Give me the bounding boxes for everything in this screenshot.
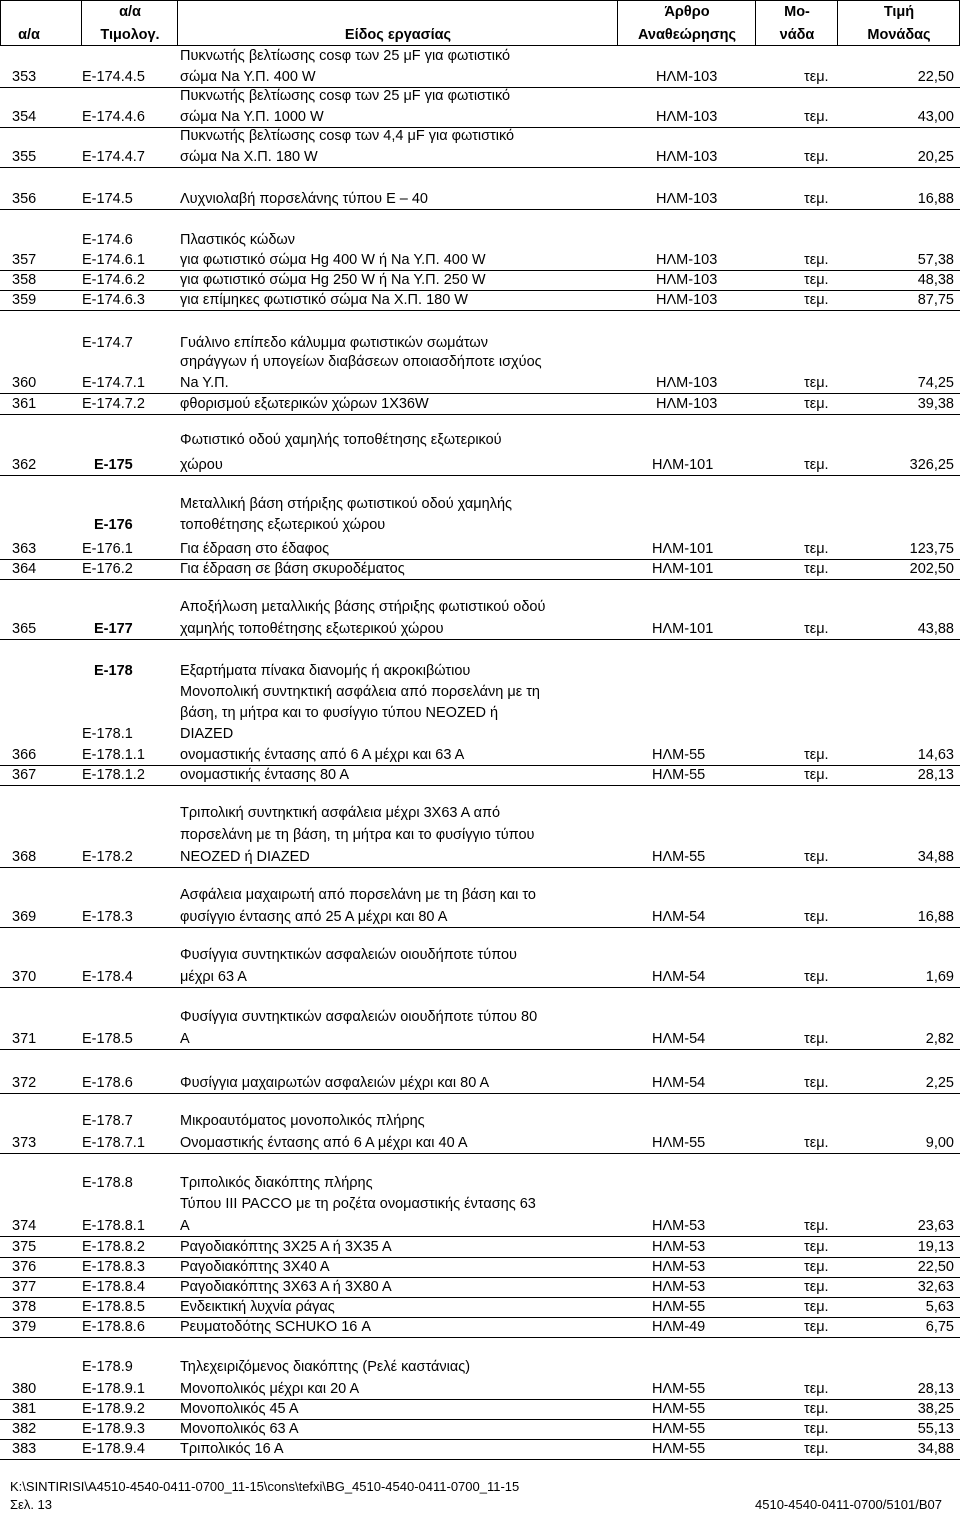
- row-price: 23,63: [917, 1218, 954, 1234]
- row-price: 14,63: [917, 747, 954, 763]
- row-price: 19,13: [917, 1239, 954, 1255]
- footer-doc-code: 4510-4540-0411-0700/5101/B07: [755, 1497, 942, 1512]
- row-code: Ε-178.8.2: [82, 1239, 145, 1255]
- row-description-line: Για έδραση σε βάση σκυροδέματος: [180, 561, 405, 577]
- row-description-line: Ονομαστικής έντασης από 6 Α μέχρι και 40 Α: [180, 1135, 468, 1151]
- row-aa: 374: [12, 1218, 37, 1234]
- row-article: ΗΛΜ-55: [652, 1441, 706, 1457]
- row-unit: τεμ.: [804, 1401, 829, 1417]
- header-article: Αναθεώρησης: [637, 27, 737, 43]
- row-description-line: χώρου: [180, 457, 223, 473]
- row-description-line: Τριπολικός 16 Α: [180, 1441, 284, 1457]
- row-code: Ε-177: [94, 621, 133, 637]
- row-rule: [0, 1049, 960, 1050]
- row-rule: [0, 987, 960, 988]
- row-description-line: Για έδραση στο έδαφος: [180, 541, 330, 557]
- row-rule: [0, 785, 960, 786]
- row-article: ΗΛΜ-103: [656, 109, 718, 125]
- row-code: Ε-174.4.5: [82, 69, 145, 85]
- row-article: ΗΛΜ-54: [652, 1075, 706, 1091]
- row-code: Ε-174.4.7: [82, 149, 145, 165]
- row-rule: [0, 1236, 960, 1237]
- row-description-line: Τηλεχειριζόμενος διακόπτης (Ρελέ καστάνιας): [180, 1359, 471, 1375]
- row-description-line: φθορισμού εξωτερικών χώρων 1Χ36W: [180, 396, 429, 412]
- header-divider-article: [755, 0, 756, 46]
- header-left-border: [0, 0, 1, 46]
- row-code: Ε-178.8.1: [82, 1218, 145, 1234]
- row-aa: 381: [12, 1401, 37, 1417]
- row-price: 1,69: [925, 969, 954, 985]
- row-aa: 368: [12, 849, 37, 865]
- row-unit: τεμ.: [804, 272, 829, 288]
- row-unit: τεμ.: [804, 252, 829, 268]
- row-description-line: πορσελάνη με τη βάση, τη μήτρα και το φυσίγγιο τύπου: [180, 827, 535, 843]
- row-article: ΗΛΜ-103: [656, 149, 718, 165]
- row-price: 6,75: [925, 1319, 954, 1335]
- row-code: Ε-175: [94, 457, 133, 473]
- row-code: Ε-178: [94, 663, 133, 679]
- row-price: 22,50: [917, 1259, 954, 1275]
- row-description-line: Πλαστικός κώδων: [180, 232, 295, 248]
- row-code: Ε-178.9.2: [82, 1401, 145, 1417]
- row-code: Ε-178.9.3: [82, 1421, 145, 1437]
- row-rule: [0, 1459, 960, 1460]
- row-article: ΗΛΜ-55: [652, 1381, 706, 1397]
- row-description-line: σώμα Na Χ.Π. 180 W: [180, 149, 318, 165]
- row-description-line: τοποθέτησης εξωτερικού χώρου: [180, 517, 386, 533]
- header-work-type: Είδος εργασίας: [344, 27, 452, 43]
- row-unit: τεμ.: [804, 457, 829, 473]
- row-description-line: σηράγγων ή υπογείων διαβάσεων οποιασδήποτε ισχύος: [180, 354, 542, 370]
- row-article: ΗΛΜ-101: [652, 621, 714, 637]
- row-price: 87,75: [917, 292, 954, 308]
- row-rule: [0, 1337, 960, 1338]
- row-rule: [0, 475, 960, 476]
- row-aa: 361: [12, 396, 37, 412]
- row-aa: 371: [12, 1031, 37, 1047]
- row-unit: τεμ.: [804, 191, 829, 207]
- row-price: 5,63: [925, 1299, 954, 1315]
- row-description-line: Ρευματοδότης SCHUKO 16 Α: [180, 1319, 372, 1335]
- row-price: 43,00: [917, 109, 954, 125]
- row-description-line: Τριπολική συντηκτική ασφάλεια μέχρι 3Χ63 Α από: [180, 805, 501, 821]
- row-description-line: Α: [180, 1218, 190, 1234]
- row-unit: τεμ.: [804, 375, 829, 391]
- row-code: Ε-178.7.1: [82, 1135, 145, 1151]
- row-aa: 366: [12, 747, 37, 763]
- row-unit: τεμ.: [804, 396, 829, 412]
- row-aa: 365: [12, 621, 37, 637]
- row-description-line: Φωτιστικό οδού χαμηλής τοποθέτησης εξωτερικού: [180, 432, 502, 448]
- row-article: ΗΛΜ-103: [656, 252, 718, 268]
- row-rule: [0, 867, 960, 868]
- row-unit: τεμ.: [804, 149, 829, 165]
- row-aa: 379: [12, 1319, 37, 1335]
- row-unit: τεμ.: [804, 1319, 829, 1335]
- row-article: ΗΛΜ-103: [656, 191, 718, 207]
- row-description-line: Αποξήλωση μεταλλικής βάσης στήριξης φωτιστικού οδού: [180, 599, 546, 615]
- row-code: Ε-174.7: [82, 335, 133, 351]
- row-code: Ε-178.4: [82, 969, 133, 985]
- row-unit: τεμ.: [804, 1218, 829, 1234]
- row-rule: [0, 927, 960, 928]
- row-article: ΗΛΜ-53: [652, 1279, 706, 1295]
- row-unit: τεμ.: [804, 109, 829, 125]
- row-aa: 363: [12, 541, 37, 557]
- row-aa: 353: [12, 69, 37, 85]
- row-article: ΗΛΜ-55: [652, 1421, 706, 1437]
- row-description-line: βάση, τη μήτρα και το φυσίγγιο τύπου NEOZED ή: [180, 705, 499, 721]
- row-price: 16,88: [917, 909, 954, 925]
- row-code: Ε-178.6: [82, 1075, 133, 1091]
- row-description-line: Μονοπολικός 45 Α: [180, 1401, 299, 1417]
- header-price: Μονάδας: [867, 27, 931, 43]
- row-code: Ε-178.1.1: [82, 747, 145, 763]
- row-article: ΗΛΜ-103: [656, 69, 718, 85]
- row-description-line: ονομαστικής έντασης 80 Α: [180, 767, 350, 783]
- row-aa: 358: [12, 272, 37, 288]
- row-description-line: Μεταλλική βάση στήριξης φωτιστικού οδού χαμηλής: [180, 496, 513, 512]
- row-article: ΗΛΜ-103: [656, 292, 718, 308]
- row-description-line: μέχρι 63 Α: [180, 969, 247, 985]
- row-description-line: Εξαρτήματα πίνακα διανομής ή ακροκιβώτιου: [180, 663, 471, 679]
- row-description-line: Πυκνωτής βελτίωσης cosφ των 4,4 μF για φωτιστικό: [180, 128, 515, 144]
- row-price: 74,25: [917, 375, 954, 391]
- row-unit: τεμ.: [804, 849, 829, 865]
- row-rule: [0, 209, 960, 210]
- row-article: ΗΛΜ-53: [652, 1239, 706, 1255]
- row-price: 39,38: [917, 396, 954, 412]
- row-aa: 360: [12, 375, 37, 391]
- row-code: Ε-174.4.6: [82, 109, 145, 125]
- header-unit-top: Μο-: [784, 4, 810, 20]
- row-aa: 376: [12, 1259, 37, 1275]
- header-price-top: Τιμή: [883, 4, 915, 20]
- row-aa: 364: [12, 561, 37, 577]
- row-description-line: NEOZED ή DIAZED: [180, 849, 310, 865]
- row-unit: τεμ.: [804, 69, 829, 85]
- row-rule: [0, 414, 960, 415]
- row-description-line: Ενδεικτική λυχνία ράγας: [180, 1299, 335, 1315]
- row-price: 326,25: [909, 457, 954, 473]
- row-aa: 375: [12, 1239, 37, 1255]
- row-code: Ε-178.8.4: [82, 1279, 145, 1295]
- row-description-line: Μικροαυτόματος μονοπολικός πλήρης: [180, 1113, 425, 1129]
- row-code: Ε-174.6.3: [82, 292, 145, 308]
- row-rule: [0, 579, 960, 580]
- row-code: Ε-174.6.2: [82, 272, 145, 288]
- row-description-line: Ραγοδιακόπτης 3Χ63 Α ή 3Χ80 Α: [180, 1279, 392, 1295]
- row-aa: 370: [12, 969, 37, 985]
- row-price: 123,75: [909, 541, 954, 557]
- row-unit: τεμ.: [804, 909, 829, 925]
- row-description-line: Na Y.Π.: [180, 375, 229, 391]
- row-article: ΗΛΜ-55: [652, 767, 706, 783]
- row-unit: τεμ.: [804, 1075, 829, 1091]
- header-price-code: Τιμολογ.: [100, 27, 160, 43]
- row-unit: τεμ.: [804, 292, 829, 308]
- row-price: 2,25: [925, 1075, 954, 1091]
- row-aa: 382: [12, 1421, 37, 1437]
- row-description-line: Γυάλινο επίπεδο κάλυμμα φωτιστικών σωμάτων: [180, 335, 488, 351]
- row-description-line: σώμα Na Y.Π. 1000 W: [180, 109, 324, 125]
- row-unit: τεμ.: [804, 1279, 829, 1295]
- header-article-top: Άρθρο: [664, 4, 710, 20]
- row-article: ΗΛΜ-103: [656, 396, 718, 412]
- row-article: ΗΛΜ-55: [652, 1401, 706, 1417]
- row-unit: τεμ.: [804, 969, 829, 985]
- header-divider-code: [177, 0, 178, 46]
- row-code: Ε-178.5: [82, 1031, 133, 1047]
- row-code: Ε-178.8.5: [82, 1299, 145, 1315]
- row-description-line: Α: [180, 1031, 190, 1047]
- row-code: Ε-178.7: [82, 1113, 133, 1129]
- row-code: Ε-178.8.6: [82, 1319, 145, 1335]
- row-article: ΗΛΜ-55: [652, 747, 706, 763]
- row-aa: 377: [12, 1279, 37, 1295]
- row-unit: τεμ.: [804, 561, 829, 577]
- header-divider-desc: [617, 0, 618, 46]
- row-price: 16,88: [917, 191, 954, 207]
- row-price: 9,00: [925, 1135, 954, 1151]
- row-description-line: Φυσίγγια συντηκτικών ασφαλειών οιουδήποτε τύπου 80: [180, 1009, 538, 1025]
- row-code: Ε-178.9.4: [82, 1441, 145, 1457]
- footer-path: K:\SINTIRISI\A4510-4540-0411-0700_11-15\cons\tefxi\BG_4510-4540-0411-0700_11-15: [10, 1479, 520, 1494]
- row-description-line: χαμηλής τοποθέτησης εξωτερικού χώρου: [180, 621, 444, 637]
- row-price: 34,88: [917, 1441, 954, 1457]
- row-article: ΗΛΜ-53: [652, 1218, 706, 1234]
- row-article: ΗΛΜ-101: [652, 541, 714, 557]
- row-description-line: για φωτιστικό σώμα Hg 400 W ή Na Y.Π. 400 W: [180, 252, 486, 268]
- row-description-line: φυσίγγιο έντασης από 25 Α μέχρι και 80 Α: [180, 909, 448, 925]
- row-unit: τεμ.: [804, 747, 829, 763]
- row-aa: 357: [12, 252, 37, 268]
- row-description-line: Μονοπολικός 63 Α: [180, 1421, 299, 1437]
- row-article: ΗΛΜ-103: [656, 272, 718, 288]
- row-unit: τεμ.: [804, 1441, 829, 1457]
- row-unit: τεμ.: [804, 1259, 829, 1275]
- row-aa: 372: [12, 1075, 37, 1091]
- header-bottom-rule: [0, 45, 960, 46]
- row-description-line: Ραγοδιακόπτης 3Χ40 Α: [180, 1259, 330, 1275]
- row-unit: τεμ.: [804, 1299, 829, 1315]
- row-description-line: Φυσίγγια μαχαιρωτών ασφαλειών μέχρι και 80 Α: [180, 1075, 490, 1091]
- row-rule: [0, 639, 960, 640]
- row-code: Ε-176.1: [82, 541, 133, 557]
- row-rule: [0, 1153, 960, 1154]
- row-article: ΗΛΜ-53: [652, 1259, 706, 1275]
- row-price: 55,13: [917, 1421, 954, 1437]
- row-description-line: για φωτιστικό σώμα Hg 250 W ή Na Y.Π. 250 W: [180, 272, 486, 288]
- row-description-line: ονομαστικής έντασης από 6 Α μέχρι και 63 Α: [180, 747, 465, 763]
- row-code: Ε-174.6.1: [82, 252, 145, 268]
- row-description-line: Πυκνωτής βελτίωσης cosφ των 25 μF για φωτιστικό: [180, 48, 511, 64]
- row-rule: [0, 393, 960, 394]
- row-unit: τεμ.: [804, 1135, 829, 1151]
- header-price-code-top: α/α: [119, 4, 141, 20]
- row-code: Ε-178.9.1: [82, 1381, 145, 1397]
- row-code: Ε-174.7.1: [82, 375, 145, 391]
- row-unit: τεμ.: [804, 767, 829, 783]
- header-divider-unit: [837, 0, 838, 46]
- row-article: ΗΛΜ-101: [652, 561, 714, 577]
- row-description-line: Μονοπολική συντηκτική ασφάλεια από πορσελάνη με τη: [180, 684, 540, 700]
- row-code: Ε-174.7.2: [82, 396, 145, 412]
- row-code: Ε-176.2: [82, 561, 133, 577]
- row-aa: 367: [12, 767, 37, 783]
- row-unit: τεμ.: [804, 621, 829, 637]
- header-divider-aa: [81, 0, 82, 46]
- row-aa: 369: [12, 909, 37, 925]
- row-rule: [0, 167, 960, 168]
- row-description-line: σώμα Na Y.Π. 400 W: [180, 69, 316, 85]
- row-description-line: Μονοπολικός μέχρι και 20 Α: [180, 1381, 360, 1397]
- row-article: ΗΛΜ-54: [652, 969, 706, 985]
- row-article: ΗΛΜ-55: [652, 1299, 706, 1315]
- row-rule: [0, 310, 960, 311]
- row-aa: 356: [12, 191, 37, 207]
- row-description-line: Ασφάλεια μαχαιρωτή από πορσελάνη με τη βάση και το: [180, 887, 536, 903]
- row-code: Ε-174.5: [82, 191, 133, 207]
- row-price: 32,63: [917, 1279, 954, 1295]
- row-article: ΗΛΜ-49: [652, 1319, 706, 1335]
- row-code: Ε-174.6: [82, 232, 133, 248]
- header-aa: α/α: [18, 27, 40, 43]
- header-unit: νάδα: [779, 27, 815, 43]
- row-aa: 359: [12, 292, 37, 308]
- row-description-line: DIAZED: [180, 726, 234, 742]
- row-price: 20,25: [917, 149, 954, 165]
- row-code: Ε-178.8.3: [82, 1259, 145, 1275]
- row-price: 57,38: [917, 252, 954, 268]
- row-price: 38,25: [917, 1401, 954, 1417]
- row-code: Ε-178.2: [82, 849, 133, 865]
- row-aa: 380: [12, 1381, 37, 1397]
- row-description-line: Τύπου ΙΙΙ PACCO με τη ροζέτα ονομαστικής έντασης 63: [180, 1196, 536, 1212]
- row-description-line: Λυχνιολαβή πορσελάνης τύπου Ε – 40: [180, 191, 429, 207]
- row-description-line: Πυκνωτής βελτίωσης cosφ των 25 μF για φωτιστικό: [180, 88, 511, 104]
- row-rule: [0, 1093, 960, 1094]
- row-article: ΗΛΜ-55: [652, 849, 706, 865]
- row-aa: 383: [12, 1441, 37, 1457]
- row-aa: 355: [12, 149, 37, 165]
- row-price: 48,38: [917, 272, 954, 288]
- row-code: Ε-178.1.2: [82, 767, 145, 783]
- row-price: 34,88: [917, 849, 954, 865]
- row-article: ΗΛΜ-55: [652, 1135, 706, 1151]
- footer-page: Σελ. 13: [10, 1497, 53, 1512]
- row-aa: 354: [12, 109, 37, 125]
- row-code: Ε-176: [94, 517, 133, 533]
- row-aa: 378: [12, 1299, 37, 1315]
- row-unit: τεμ.: [804, 541, 829, 557]
- row-unit: τεμ.: [804, 1381, 829, 1397]
- row-article: ΗΛΜ-54: [652, 909, 706, 925]
- row-price: 22,50: [917, 69, 954, 85]
- row-unit: τεμ.: [804, 1421, 829, 1437]
- row-article: ΗΛΜ-54: [652, 1031, 706, 1047]
- row-price: 28,13: [917, 767, 954, 783]
- row-article: ΗΛΜ-101: [652, 457, 714, 473]
- row-code: Ε-178.8: [82, 1175, 133, 1191]
- row-description-line: Ραγοδιακόπτης 3Χ25 Α ή 3Χ35 Α: [180, 1239, 392, 1255]
- row-unit: τεμ.: [804, 1239, 829, 1255]
- row-price: 28,13: [917, 1381, 954, 1397]
- row-code: Ε-178.1: [82, 726, 133, 742]
- row-price: 202,50: [909, 561, 954, 577]
- row-price: 43,88: [917, 621, 954, 637]
- row-aa: 362: [12, 457, 37, 473]
- row-code: Ε-178.9: [82, 1359, 133, 1375]
- header-top-rule: [0, 0, 960, 1]
- row-aa: 373: [12, 1135, 37, 1151]
- row-article: ΗΛΜ-103: [656, 375, 718, 391]
- row-description-line: Φυσίγγια συντηκτικών ασφαλειών οιουδήποτε τύπου: [180, 947, 517, 963]
- row-unit: τεμ.: [804, 1031, 829, 1047]
- row-price: 2,82: [925, 1031, 954, 1047]
- row-code: Ε-178.3: [82, 909, 133, 925]
- row-description-line: για επίμηκες φωτιστικό σώμα Na X.Π. 180 W: [180, 292, 468, 308]
- row-description-line: Τριπολικός διακόπτης πλήρης: [180, 1175, 373, 1191]
